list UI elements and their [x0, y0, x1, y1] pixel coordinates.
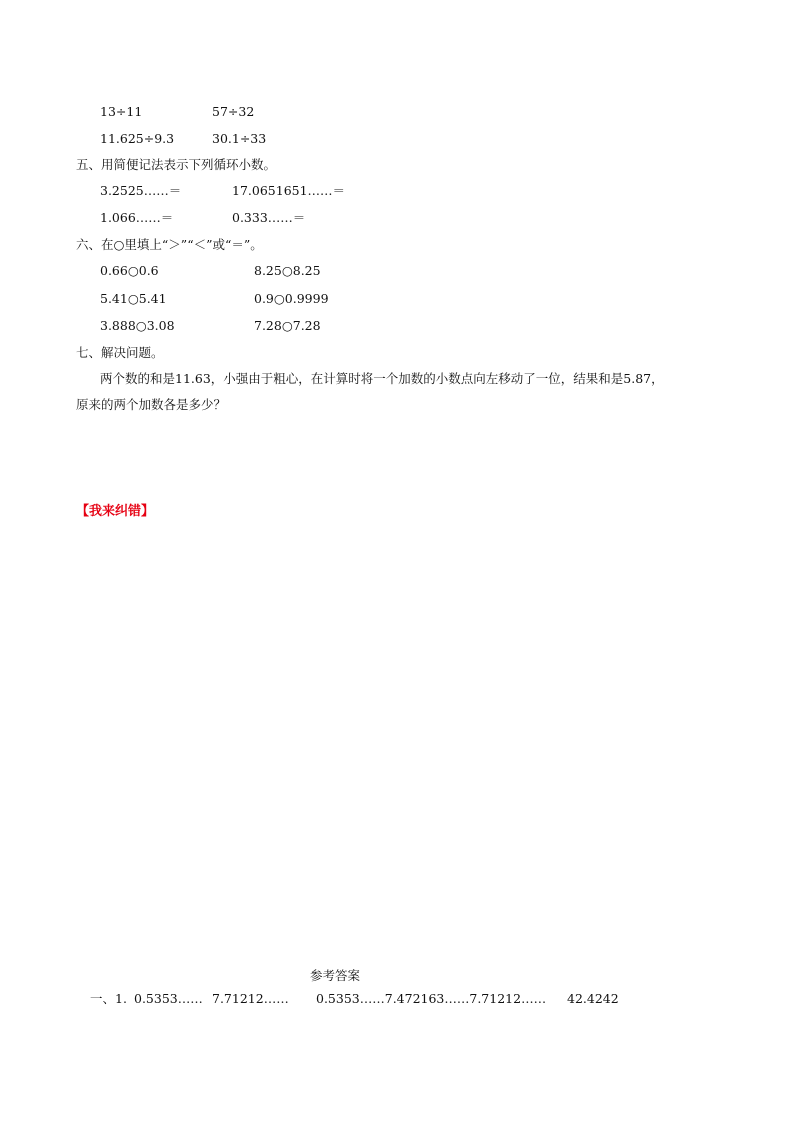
division-item: 57÷32 [212, 104, 255, 119]
answer-label: 一、1. [90, 991, 127, 1006]
answers-title: 参考答案 [310, 968, 361, 983]
comparison-item: 0.9○0.9999 [254, 291, 329, 306]
section7-heading: 七、解决问题。 [76, 345, 164, 360]
recurring-decimal-item: 3.2525……＝ [100, 183, 182, 198]
recurring-decimal-item: 17.0651651……＝ [232, 183, 346, 198]
division-item: 13÷11 [100, 104, 143, 119]
division-item: 11.625÷9.3 [100, 131, 175, 146]
word-problem-text: 两个数的和是11.63，小强由于粗心，在计算时将一个加数的小数点向左移动了一位，结果和是5.87， [100, 371, 664, 386]
answer-value: 0.5353……7.472163……7.71212…… [316, 991, 547, 1006]
recurring-decimal-item: 1.066……＝ [100, 210, 174, 225]
section6-heading: 六、在○里填上“＞”“＜”或“＝”。 [76, 237, 263, 252]
recurring-decimal-item: 0.333……＝ [232, 210, 306, 225]
comparison-item: 3.888○3.08 [100, 318, 175, 333]
comparison-item: 5.41○5.41 [100, 291, 167, 306]
comparison-item: 8.25○8.25 [254, 263, 321, 278]
section5-heading: 五、用简便记法表示下列循环小数。 [76, 157, 277, 172]
comparison-item: 7.28○7.28 [254, 318, 321, 333]
comparison-item: 0.66○0.6 [100, 263, 159, 278]
correction-title: 【我来纠错】 [76, 504, 155, 519]
answer-value: 7.71212…… [212, 991, 289, 1006]
word-problem-text: 原来的两个加数各是多少？ [76, 397, 227, 412]
answer-value: 0.5353…… [134, 991, 203, 1006]
answer-value: 42.4242 [567, 991, 619, 1006]
division-item: 30.1÷33 [212, 131, 267, 146]
